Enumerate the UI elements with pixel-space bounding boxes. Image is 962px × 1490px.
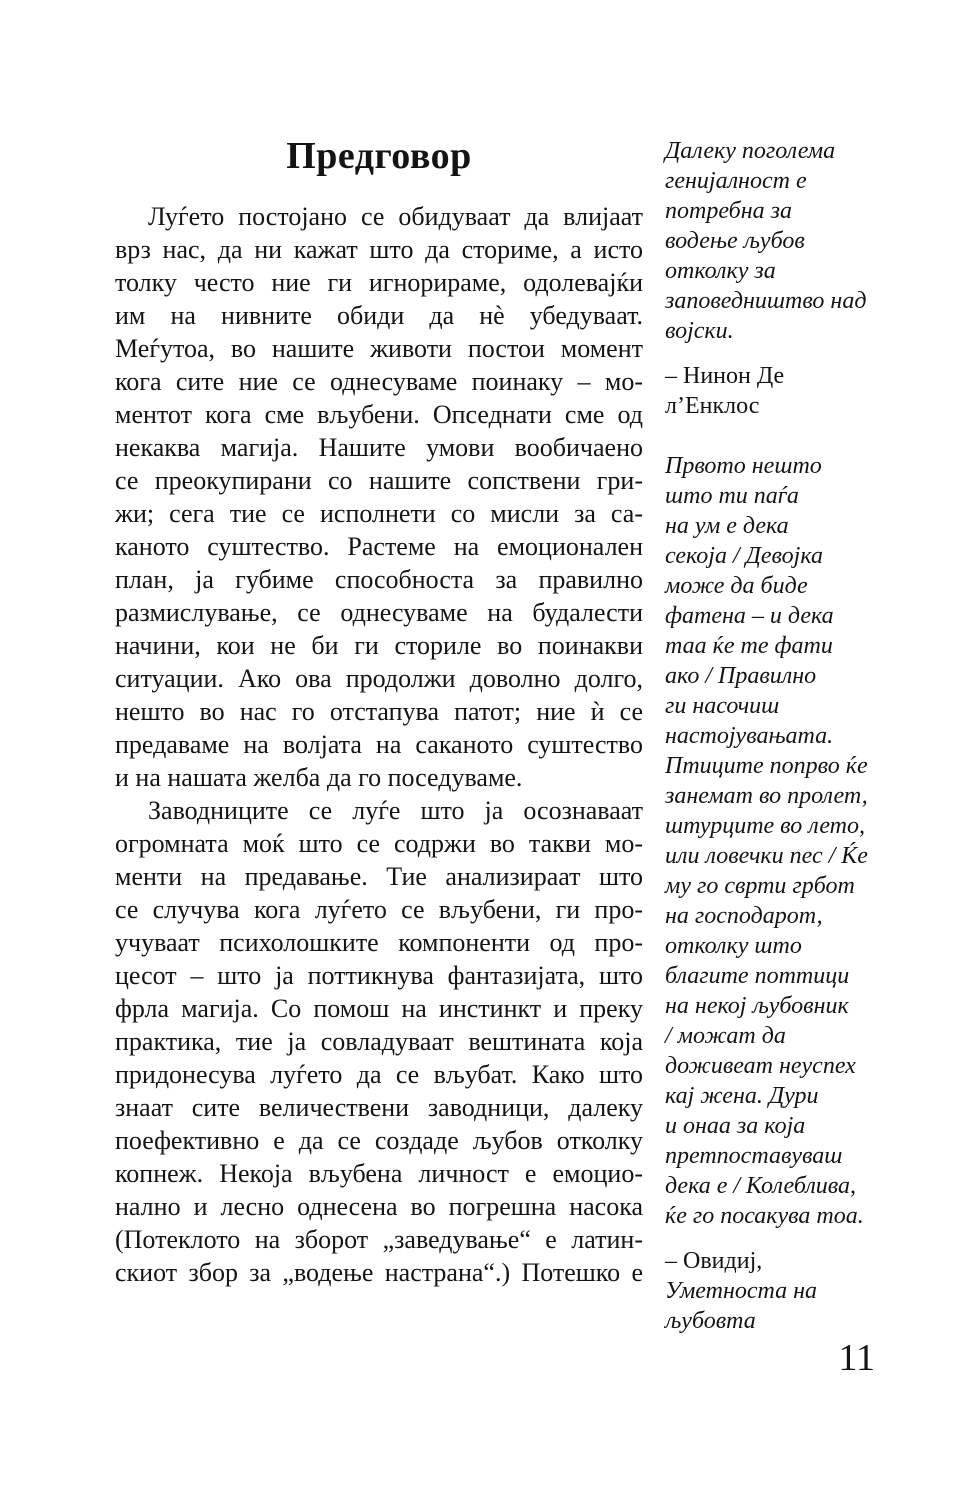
text-line: цесот – што ја поттикнува фантазијата, што [115, 961, 643, 990]
text-line: план, ја губиме способноста за правилно [115, 565, 643, 594]
text-line: поефективно е да се создаде љубов отколку [115, 1126, 643, 1155]
paragraph [115, 794, 643, 1289]
text-line: се преокупирани со нашите сопствени гри- [115, 466, 643, 495]
quote-attribution: – Нинон Де л’Енклос [665, 363, 785, 419]
text-line: ситуации. Ако ова продолжи доволно долго, [115, 664, 643, 693]
text-line: фрла магија. Со помош на инстинкт и преку [115, 994, 643, 1023]
quote-block [665, 136, 885, 421]
text-line: ментот кога сме вљубени. Опседнати сме од [115, 400, 643, 429]
main-column [115, 134, 643, 1289]
text-line: и на нашата желба да го поседуваме. [115, 763, 523, 792]
text-line: предаваме на волјата на саканото суштество [115, 730, 643, 759]
body-text [115, 200, 643, 1289]
page-title: Предговор [286, 135, 472, 177]
text-line: придонесува луѓето да се вљубат. Како што [115, 1060, 643, 1089]
text-line: практика, тие ја совладуваат вештината која [115, 1027, 643, 1056]
text-line: копнеж. Некоја вљубена личност е емоцио- [115, 1159, 643, 1188]
text-line: толку често ние ги игнорираме, одолевајќи [115, 268, 643, 297]
paragraph [115, 200, 643, 794]
page-number: 11 [838, 1337, 875, 1379]
text-line: скиот збор за „водење настрана“.) Потешко е [115, 1258, 643, 1287]
text-line: каното суштество. Растеме на емоционален [115, 532, 643, 561]
quote-text: Првото нешто што ти паѓа на ум е дека секоја / Девојка може да биде фатена – и дека таа ќе те фати ако / Правилно ги насочиш настојувањата. Птиците попрво ќе занемат во пролет, штурците во лето, или ловечки пес / Ќе му го сврти грбот на господарот, отколку што благите поттици на некој љубовник / можат да доживеат неуспех кај жена. Дури и онаа за која претпоставуваш дека е / Колеблива, ќе го посакува тоа. [665, 453, 868, 1229]
quote-source: Уметноста на љубовта [665, 1278, 818, 1334]
margin-quotes-column [665, 136, 885, 1336]
text-line: менти на предавање. Тие анализираат што [115, 862, 643, 891]
text-line: нално и лесно однесена во погрешна насока [115, 1192, 643, 1221]
text-line: Луѓето постојано се обидуваат да влијаат [148, 202, 643, 231]
text-line: Заводниците се луѓе што ја осознаваат [148, 796, 643, 825]
text-line: (Потеклото на зборот „заведување“ е латин- [115, 1225, 643, 1254]
quote-text: Далеку поголема генијалност е потребна за водење љубов отколку за заповедништво над војски. [665, 138, 867, 344]
text-line: кога сите ние се однесуваме поинаку – мо- [115, 367, 643, 396]
text-line: огромната моќ што се содржи во такви мо- [115, 829, 643, 858]
text-line: учуваат психолошките компоненти од про- [115, 928, 643, 957]
text-line: знаат сите величествени заводници, далеку [115, 1093, 643, 1122]
text-line: жи; сега тие се исполнети со мисли за са- [115, 499, 643, 528]
text-line: начини, кои не би ги сториле во поинакви [115, 631, 643, 660]
quote-block [665, 451, 885, 1336]
text-line: размислување, се однесуваме на будалести [115, 598, 643, 627]
text-line: нешто во нас го отстапува патот; ние ѝ се [115, 697, 643, 726]
text-line: им на нивните обиди да нѐ убедуваат. [115, 301, 643, 330]
text-line: врз нас, да ни кажат што да сториме, а исто [115, 235, 643, 264]
text-line: се случува кога луѓето се вљубени, ги про- [115, 895, 643, 924]
text-line: некаква магија. Нашите умови вообичаено [115, 433, 643, 462]
text-line: Меѓутоа, во нашите животи постои момент [115, 334, 643, 363]
quote-attribution: – Овидиј, [665, 1248, 763, 1274]
